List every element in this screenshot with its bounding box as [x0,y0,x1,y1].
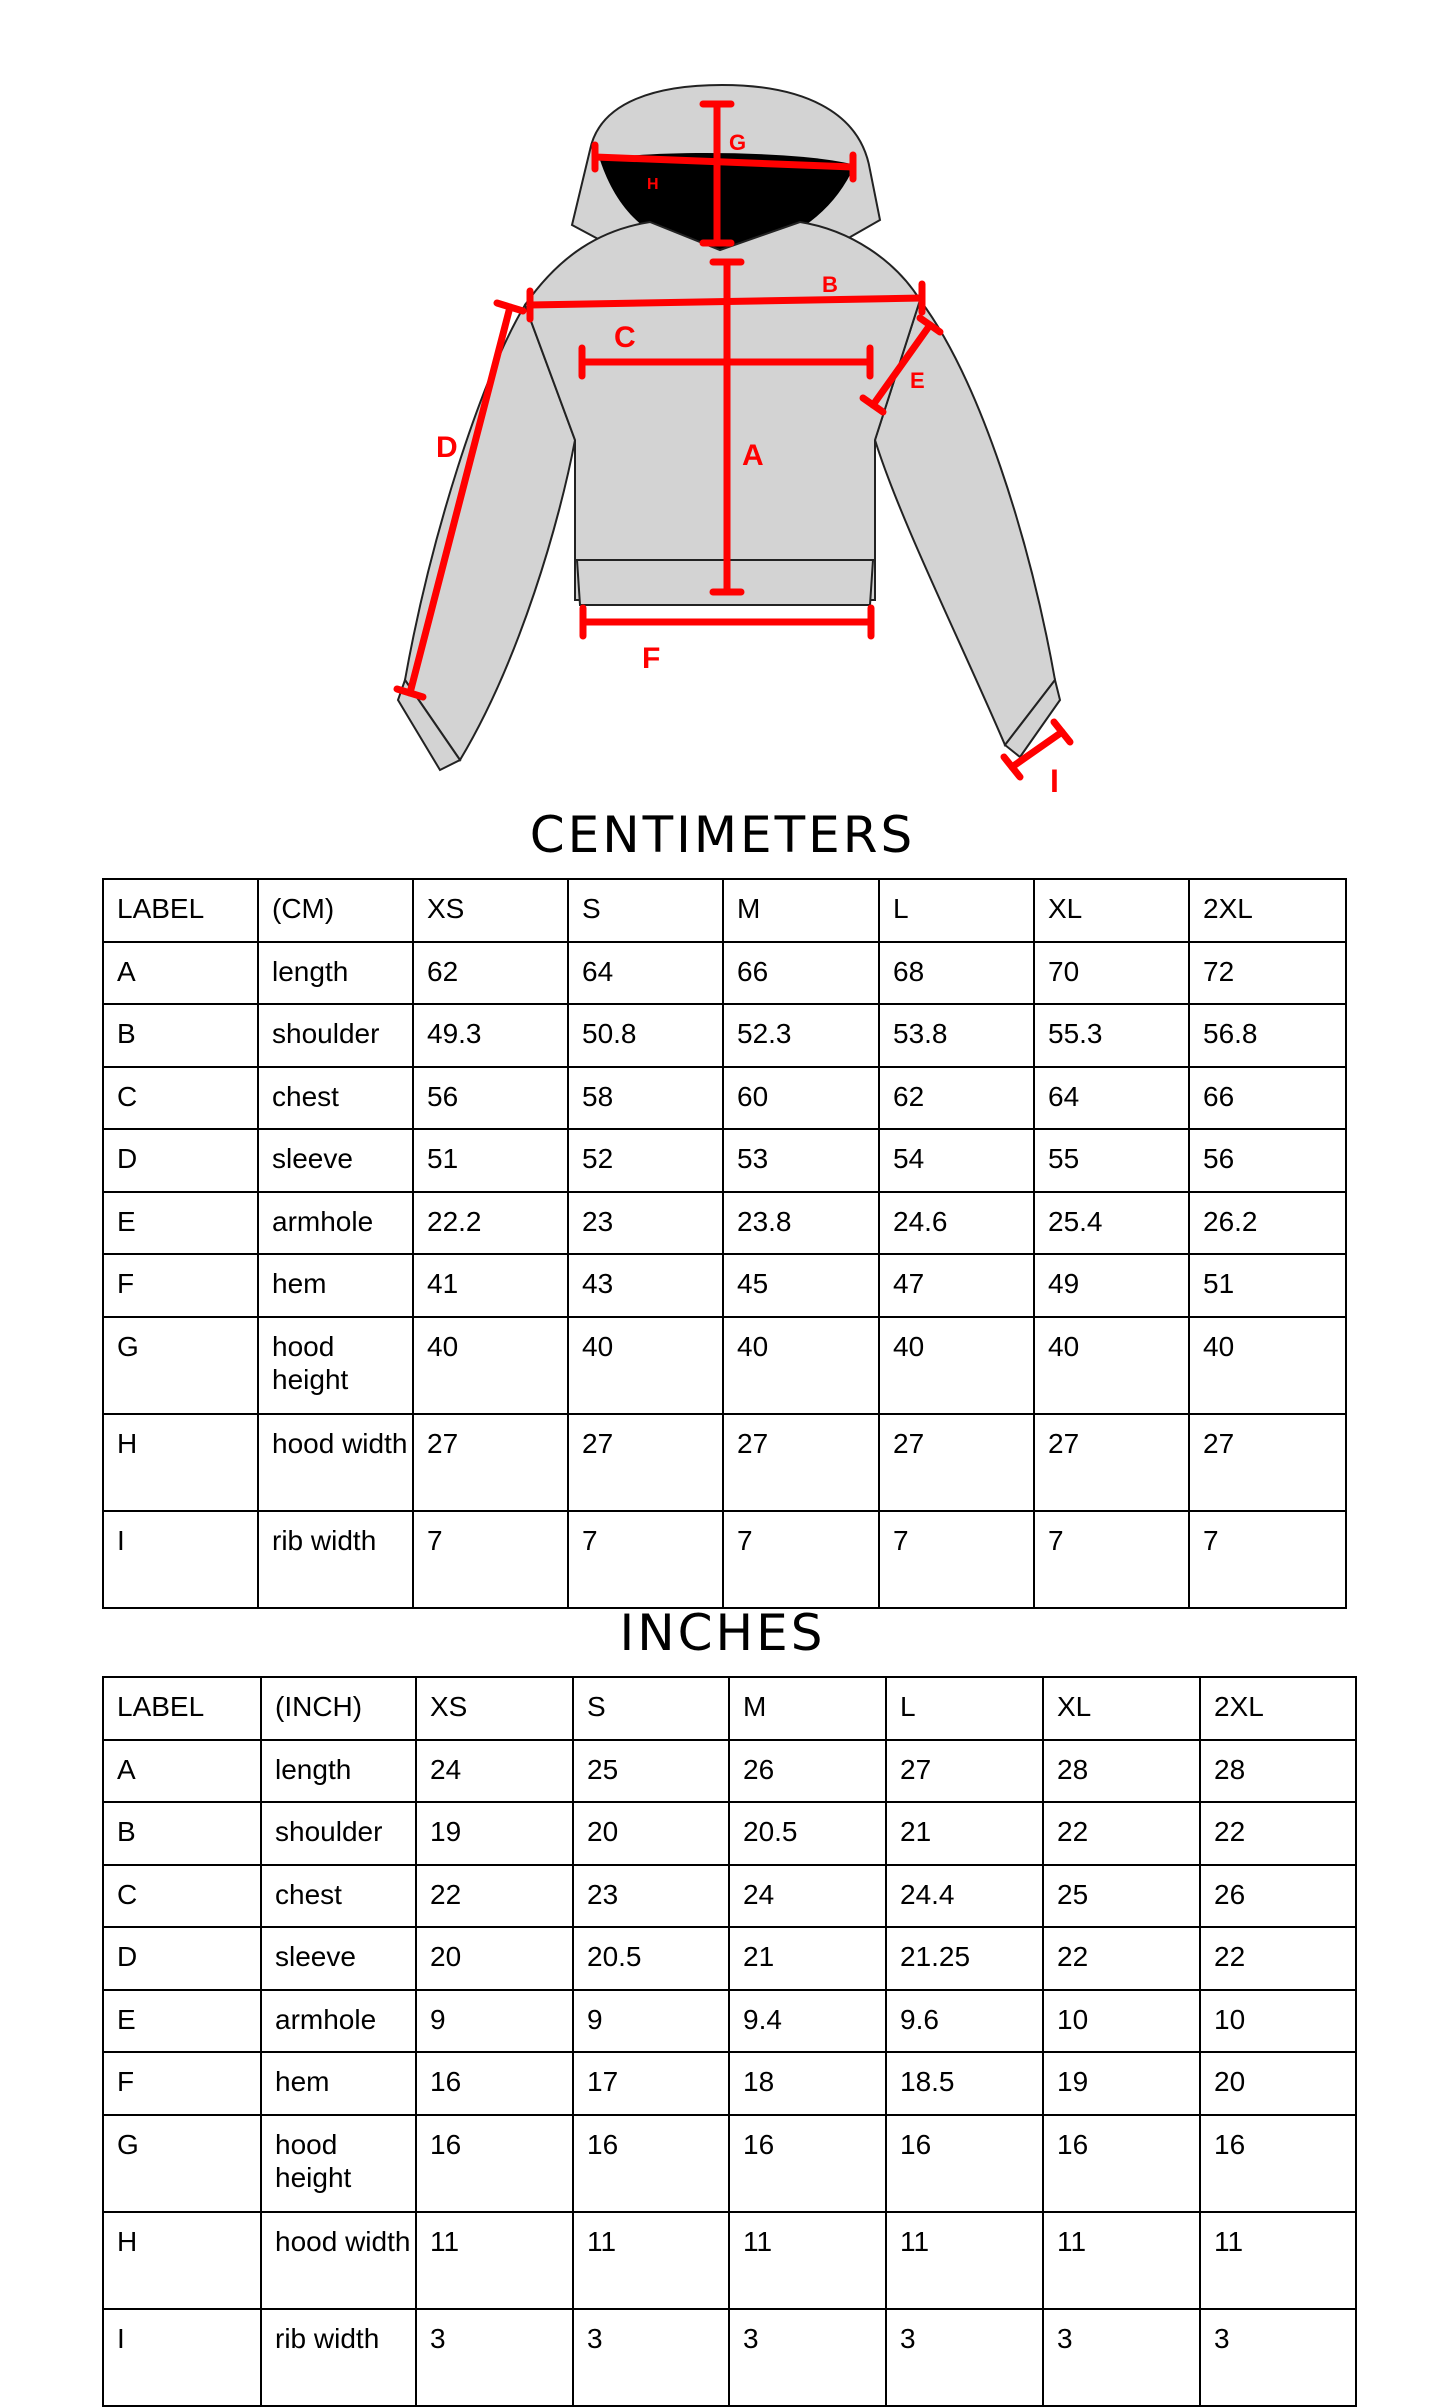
table-cell: LABEL [103,879,258,942]
diagram-label-d: D [436,431,458,464]
table-cell: 11 [416,2212,573,2309]
hoodie-measurement-diagram [0,0,1445,800]
table-cell: 16 [1200,2115,1356,2212]
table-cell: 25 [573,1740,729,1803]
diagram-label-e: E [910,368,925,393]
table-cell: 21 [729,1927,886,1990]
centimeters-title: CENTIMETERS [529,806,916,864]
table-cell: C [103,1865,261,1928]
table-cell: 24 [729,1865,886,1928]
table-cell: 11 [573,2212,729,2309]
table-cell: I [103,2309,261,2406]
table-cell: 66 [723,942,879,1005]
table-cell: 62 [879,1067,1034,1130]
table-row [103,1927,1356,1990]
table-cell: 2XL [1200,1677,1356,1740]
table-cell: 7 [1189,1511,1346,1608]
table-cell: 40 [413,1317,568,1414]
table-cell: 18 [729,2052,886,2115]
table-cell: H [103,2212,261,2309]
table-cell: (INCH) [261,1677,416,1740]
table-cell: 49.3 [413,1004,568,1067]
table-cell: 58 [568,1067,723,1130]
table-cell: 40 [1034,1317,1189,1414]
table-cell: A [103,942,258,1005]
table-cell: 16 [1043,2115,1200,2212]
table-cell: 23.8 [723,1192,879,1255]
table-cell: C [103,1067,258,1130]
table-cell: 40 [723,1317,879,1414]
diagram-label-g: G [729,130,747,155]
table-cell: 11 [886,2212,1043,2309]
table-cell: 24.6 [879,1192,1034,1255]
table-cell: sleeve [258,1129,413,1192]
table-cell: 2XL [1189,879,1346,942]
table-cell: 22 [1200,1802,1356,1865]
table-cell: 66 [1189,1067,1346,1130]
table-cell: XS [413,879,568,942]
table-row [103,2212,1356,2309]
table-cell: S [573,1677,729,1740]
table-cell: XL [1034,879,1189,942]
table-row [103,1067,1346,1130]
table-cell: 64 [568,942,723,1005]
table-cell: 26 [729,1740,886,1803]
diagram-label-c: C [614,321,636,354]
table-cell: hood height [258,1317,413,1414]
table-row [103,1740,1356,1803]
table-cell: hood height [261,2115,416,2212]
table-cell: 64 [1034,1067,1189,1130]
table-cell: 27 [886,1740,1043,1803]
table-cell: 47 [879,1254,1034,1317]
table-row [103,1511,1346,1608]
diagram-label-i: I [1050,763,1059,799]
table-cell: LABEL [103,1677,261,1740]
table-cell: 55.3 [1034,1004,1189,1067]
table-cell: 9 [416,1990,573,2053]
table-cell: 45 [723,1254,879,1317]
table-cell: 17 [573,2052,729,2115]
inches-title: INCHES [619,1604,826,1662]
table-cell: 60 [723,1067,879,1130]
table-cell: L [879,879,1034,942]
diagram-label-f: F [642,642,661,675]
table-cell: 10 [1200,1990,1356,2053]
table-cell: 11 [1200,2212,1356,2309]
table-cell: 28 [1043,1740,1200,1803]
table-cell: (CM) [258,879,413,942]
table-cell: 3 [729,2309,886,2406]
table-cell: 72 [1189,942,1346,1005]
table-cell: 27 [879,1414,1034,1511]
table-cell: 62 [413,942,568,1005]
table-row [103,2052,1356,2115]
table-row [103,942,1346,1005]
table-cell: 10 [1043,1990,1200,2053]
table-cell: 40 [1189,1317,1346,1414]
table-cell: 27 [1034,1414,1189,1511]
table-cell: B [103,1802,261,1865]
table-row [103,1865,1356,1928]
table-cell: H [103,1414,258,1511]
table-cell: 52 [568,1129,723,1192]
table-cell: D [103,1927,261,1990]
diagram-label-a: A [742,439,764,472]
table-cell: 9.4 [729,1990,886,2053]
table-cell: 16 [886,2115,1043,2212]
table-cell: 50.8 [568,1004,723,1067]
table-row [103,1004,1346,1067]
inches-size-table [102,1676,1357,2407]
table-cell: 56 [413,1067,568,1130]
table-cell: hem [261,2052,416,2115]
table-cell: B [103,1004,258,1067]
table-cell: 20.5 [573,1927,729,1990]
table-cell: 9 [573,1990,729,2053]
table-cell: 22 [1043,1927,1200,1990]
table-cell: 7 [879,1511,1034,1608]
table-cell: 27 [568,1414,723,1511]
centimeters-size-table [102,878,1347,1609]
table-cell: 7 [723,1511,879,1608]
table-cell: armhole [258,1192,413,1255]
table-cell: 24 [416,1740,573,1803]
table-cell: rib width [258,1511,413,1608]
table-cell: 16 [416,2115,573,2212]
table-cell: 20.5 [729,1802,886,1865]
table-cell: 43 [568,1254,723,1317]
table-cell: 55 [1034,1129,1189,1192]
table-cell: shoulder [258,1004,413,1067]
table-cell: 20 [416,1927,573,1990]
table-cell: 7 [568,1511,723,1608]
body [525,222,920,600]
table-cell: sleeve [261,1927,416,1990]
table-cell: M [723,879,879,942]
table-cell: 54 [879,1129,1034,1192]
table-cell: D [103,1129,258,1192]
table-cell: armhole [261,1990,416,2053]
table-cell: 26 [1200,1865,1356,1928]
table-cell: chest [261,1865,416,1928]
table-row [103,1129,1346,1192]
table-cell: length [261,1740,416,1803]
table-cell: shoulder [261,1802,416,1865]
table-cell: 51 [1189,1254,1346,1317]
table-cell: 53.8 [879,1004,1034,1067]
table-cell: 21 [886,1802,1043,1865]
table-row [103,1254,1346,1317]
table-cell: G [103,2115,261,2212]
table-cell: XL [1043,1677,1200,1740]
table-cell: 9.6 [886,1990,1043,2053]
table-cell: 70 [1034,942,1189,1005]
table-cell: 40 [879,1317,1034,1414]
table-cell: 3 [573,2309,729,2406]
table-cell: 19 [1043,2052,1200,2115]
table-cell: 18.5 [886,2052,1043,2115]
table-cell: 24.4 [886,1865,1043,1928]
table-row [103,2115,1356,2212]
table-cell: 23 [573,1865,729,1928]
table-cell: rib width [261,2309,416,2406]
table-cell: 49 [1034,1254,1189,1317]
table-cell: length [258,942,413,1005]
table-cell: 68 [879,942,1034,1005]
table-cell: 56 [1189,1129,1346,1192]
table-cell: 25 [1043,1865,1200,1928]
table-cell: 22 [1043,1802,1200,1865]
table-cell: 16 [416,2052,573,2115]
table-cell: 7 [413,1511,568,1608]
table-cell: G [103,1317,258,1414]
table-cell: 26.2 [1189,1192,1346,1255]
table-cell: 22 [1200,1927,1356,1990]
table-cell: L [886,1677,1043,1740]
table-cell: 22 [416,1865,573,1928]
diagram-label-h: H [647,176,659,193]
table-row [103,1317,1346,1414]
table-cell: I [103,1511,258,1608]
table-cell: F [103,1254,258,1317]
table-cell: 11 [729,2212,886,2309]
table-cell: 52.3 [723,1004,879,1067]
table-row [103,1192,1346,1255]
table-row [103,1802,1356,1865]
table-header-row [103,879,1346,942]
table-cell: 16 [573,2115,729,2212]
table-cell: 27 [723,1414,879,1511]
table-cell: 51 [413,1129,568,1192]
table-cell: 3 [1200,2309,1356,2406]
diagram-label-b: B [822,272,838,297]
table-cell: chest [258,1067,413,1130]
table-cell: 3 [416,2309,573,2406]
table-cell: 21.25 [886,1927,1043,1990]
table-cell: 40 [568,1317,723,1414]
table-cell: E [103,1990,261,2053]
table-cell: 19 [416,1802,573,1865]
table-cell: 56.8 [1189,1004,1346,1067]
table-cell: E [103,1192,258,1255]
table-cell: XS [416,1677,573,1740]
table-cell: 3 [886,2309,1043,2406]
table-cell: 7 [1034,1511,1189,1608]
table-cell: 20 [573,1802,729,1865]
table-cell: S [568,879,723,942]
table-cell: 22.2 [413,1192,568,1255]
table-cell: 27 [1189,1414,1346,1511]
table-cell: 28 [1200,1740,1356,1803]
table-cell: 27 [413,1414,568,1511]
table-row [103,1414,1346,1511]
table-cell: hood width [261,2212,416,2309]
table-cell: F [103,2052,261,2115]
table-header-row [103,1677,1356,1740]
table-row [103,2309,1356,2406]
table-cell: 20 [1200,2052,1356,2115]
table-cell: hood width [258,1414,413,1511]
table-cell: A [103,1740,261,1803]
table-cell: 3 [1043,2309,1200,2406]
table-cell: 41 [413,1254,568,1317]
table-cell: 53 [723,1129,879,1192]
table-cell: 23 [568,1192,723,1255]
table-cell: M [729,1677,886,1740]
table-cell: 11 [1043,2212,1200,2309]
table-cell: hem [258,1254,413,1317]
table-cell: 25.4 [1034,1192,1189,1255]
table-row [103,1990,1356,2053]
table-cell: 16 [729,2115,886,2212]
